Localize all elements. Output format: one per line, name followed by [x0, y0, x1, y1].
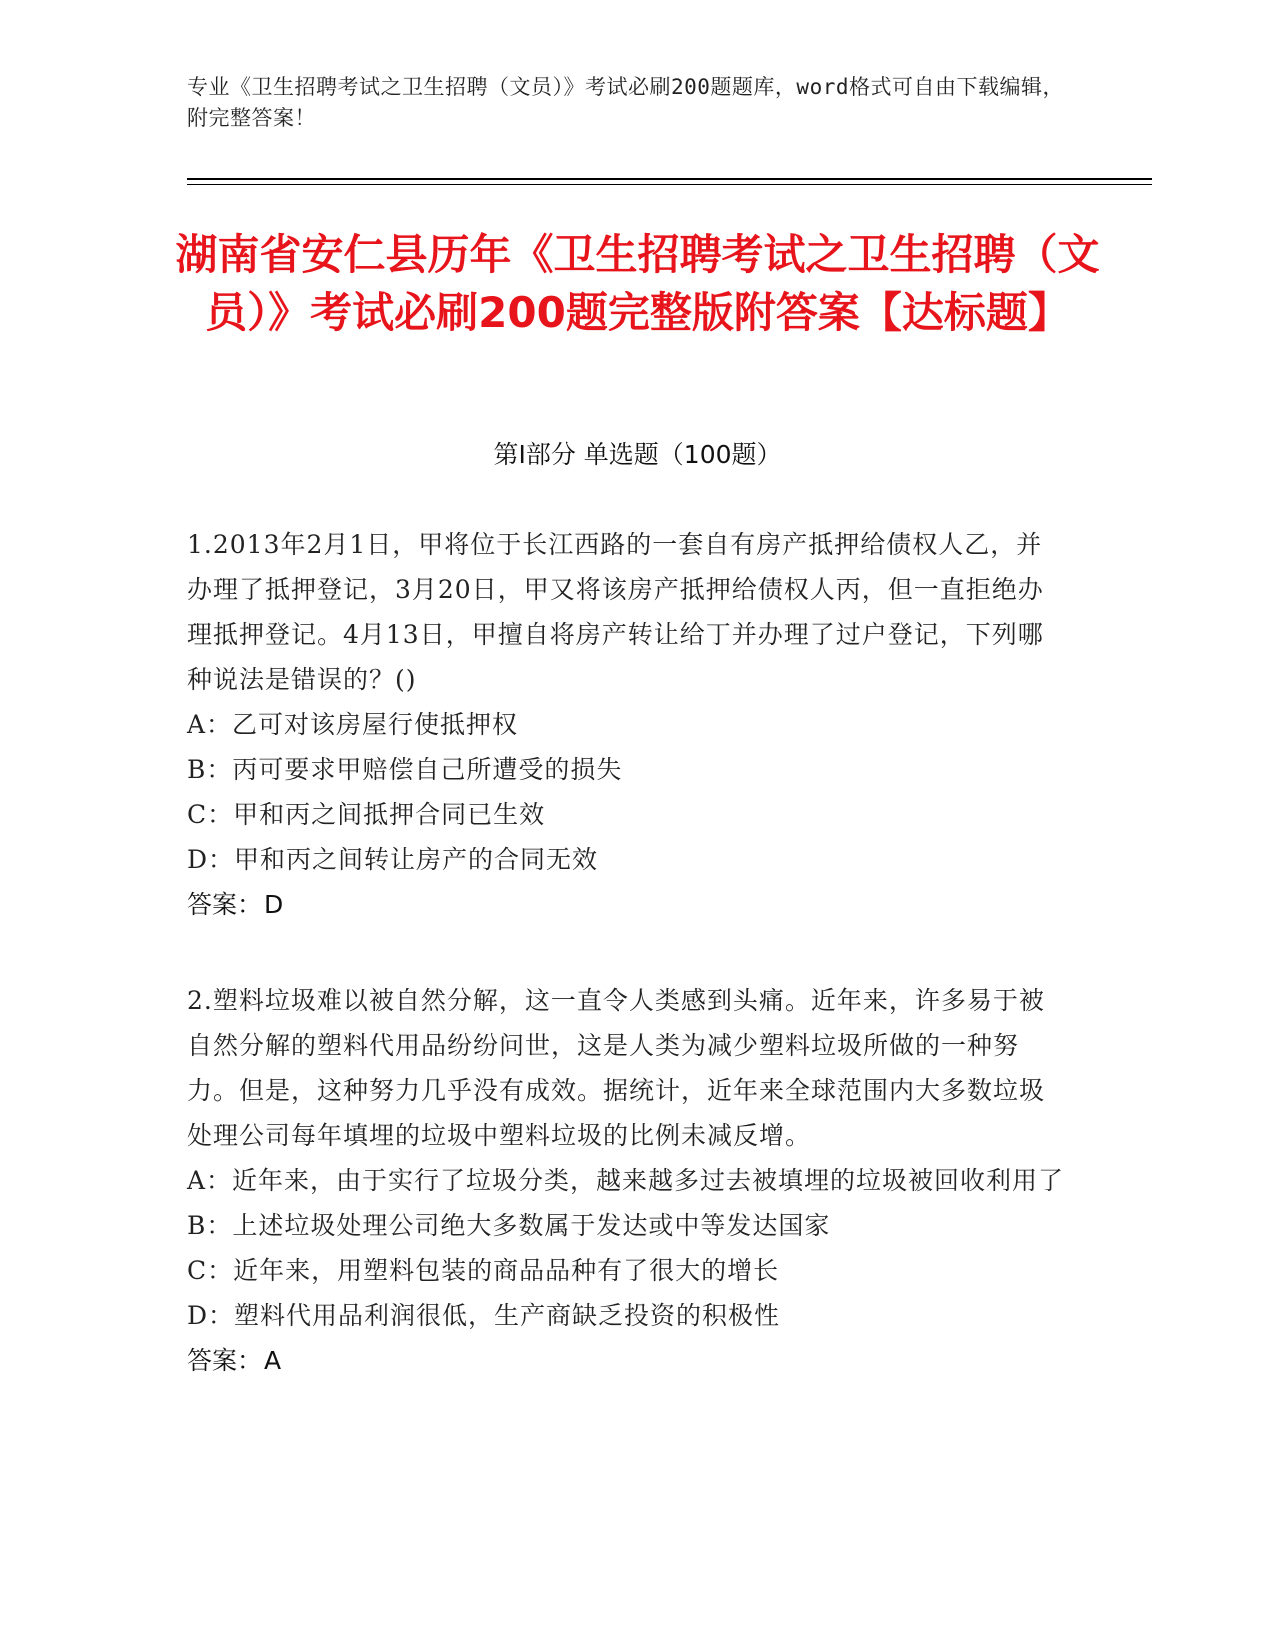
option-a: A：乙可对该房屋行使抵押权: [187, 710, 519, 739]
answer-value: A: [264, 1346, 282, 1375]
option-d: D：塑料代用品利润很低，生产商缺乏投资的积极性: [187, 1301, 781, 1330]
question-block-2: [187, 978, 1067, 1383]
option-c: C：近年来，用塑料包装的商品品种有了很大的增长: [187, 1256, 780, 1285]
answer-value: D: [264, 890, 284, 919]
document-title: 湖南省安仁县历年《卫生招聘考试之卫生招聘（文员）》考试必刷200题完整版附答案【达标题】: [175, 230, 1100, 337]
header-note: 专业《卫生招聘考试之卫生招聘（文员）》考试必刷200题题库，word格式可自由下载编辑，附完整答案！: [187, 75, 1064, 130]
option-a: A：近年来，由于实行了垃圾分类，越来越多过去被填埋的垃圾被回收利用了: [187, 1166, 1065, 1195]
question-text: 1.2013年2月1日，甲将位于长江西路的一套自有房产抵押给债权人乙，并办理了抵押登记，3月20日，甲又将该房产抵押给债权人丙，但一直拒绝办理抵押登记。4月13日，甲擅自将房产转让给丁并办理了过户登记，下列哪种说法是错误的？(): [187, 530, 1044, 694]
answer-label: 答案：: [187, 890, 263, 919]
answer-label: 答案：: [187, 1346, 263, 1375]
answer-line: [187, 1338, 1067, 1383]
question-block-1: [187, 522, 1067, 927]
option-c: C：甲和丙之间抵押合同已生效: [187, 800, 546, 829]
answer-line: [187, 882, 1067, 927]
option-b: B：上述垃圾处理公司绝大多数属于发达或中等发达国家: [187, 1211, 831, 1240]
option-d: D：甲和丙之间转让房产的合同无效: [187, 845, 599, 874]
section-title: 第Ⅰ部分 单选题（100题）: [493, 440, 782, 469]
header-rule-thick: [187, 178, 1152, 180]
header-rule-thin: [187, 184, 1152, 185]
question-text: 2.塑料垃圾难以被自然分解，这一直令人类感到头痛。近年来，许多易于被自然分解的塑料代用品纷纷问世，这是人类为减少塑料垃圾所做的一种努力。但是，这种努力几乎没有成效。据统计，近年来全球范围内大多数垃圾处理公司每年填埋的垃圾中塑料垃圾的比例未减反增。: [187, 986, 1046, 1150]
option-b: B：丙可要求甲赔偿自己所遭受的损失: [187, 755, 623, 784]
